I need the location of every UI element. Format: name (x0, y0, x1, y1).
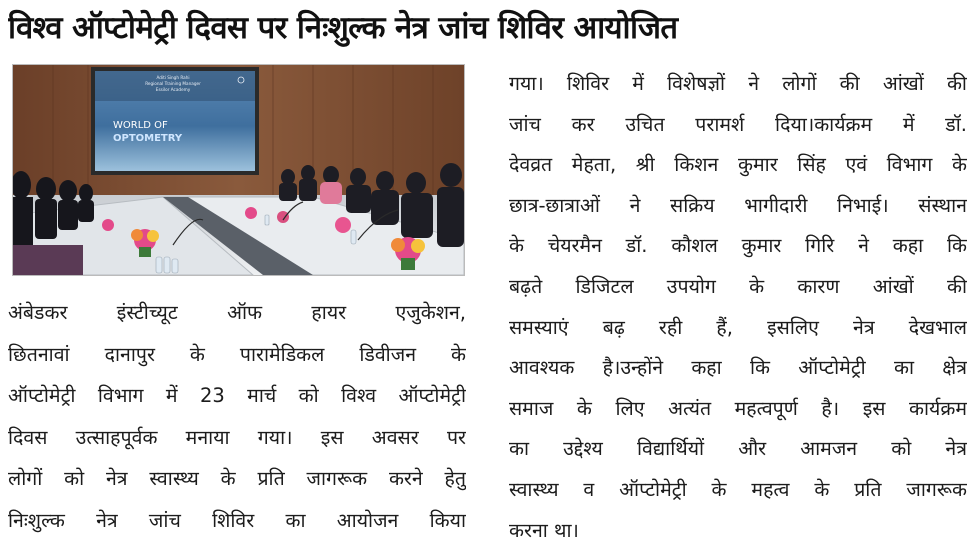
screen-small-line-3: Essilor Academy (155, 87, 191, 92)
left-line-5: लोगों को नेत्र स्वास्थ्य के प्रति जागरूक करने हेतु (8, 467, 466, 490)
screen-main-line-2: OPTOMETRY (113, 133, 183, 144)
right-line-8: आवश्यक है।उन्होंने कहा कि ऑप्टोमेट्री का क्षेत्र (509, 356, 967, 380)
right-line-9: समाज के लिए अत्यंत महत्वपूर्ण है। इस कार्यक्रम (509, 396, 967, 420)
event-photo (12, 64, 465, 276)
screen-small-line-2: Regional Training Manager (145, 81, 201, 86)
right-line-11: स्वास्थ्य व ऑप्टोमेट्री के महत्व के प्रति जागरूक (509, 477, 967, 501)
left-line-4: दिवस उत्साहपूर्वक मनाया गया। इस अवसर पर (8, 425, 466, 449)
right-line-6: बढ़ते डिजिटल उपयोग के कारण आंखों की (509, 274, 967, 298)
right-line-7: समस्याएं बढ़ रही हैं, इसलिए नेत्र देखभाल (509, 315, 967, 339)
right-column-text (509, 64, 967, 551)
right-line-3: देवव्रत मेहता, श्री किशन कुमार सिंह एवं विभाग के (509, 153, 967, 177)
headline: विश्व ऑप्टोमेट्री दिवस पर निःशुल्क नेत्र जांच शिविर आयोजित (8, 10, 678, 46)
left-line-6: निःशुल्क नेत्र जांच शिविर का आयोजन किया (8, 508, 466, 532)
event-photo-illustration (13, 65, 464, 275)
right-line-2: जांच कर उचित परामर्श दिया।कार्यक्रम में डॉ. (509, 112, 967, 136)
right-line-4: छात्र-छात्राओं ने सक्रिय भागीदारी निभाई। संस्थान (509, 193, 967, 217)
right-line-1: गया। शिविर में विशेषज्ञों ने लोगों की आंखों की (509, 72, 967, 95)
left-column-text (8, 292, 466, 541)
left-line-1: अंबेडकर इंस्टीच्यूट ऑफ हायर एजुकेशन, (8, 301, 466, 324)
right-line-5: के चेयरमैन डॉ. कौशल कुमार गिरि ने कहा कि (509, 234, 967, 258)
right-line-12: करना था। (509, 518, 579, 542)
screen-small-line-1: Aditi Singh Rahi (156, 75, 190, 80)
right-line-10: का उद्देश्य विद्यार्थियों और आमजन को नेत्र (509, 437, 967, 461)
left-line-3: ऑप्टोमेट्री विभाग में 23 मार्च को विश्व ऑप्टोमेट्री (8, 384, 466, 407)
left-line-2: छितनावां दानापुर के पारामेडिकल डिवीजन के (8, 342, 466, 366)
screen-main-line-1: WORLD OF (113, 120, 168, 131)
